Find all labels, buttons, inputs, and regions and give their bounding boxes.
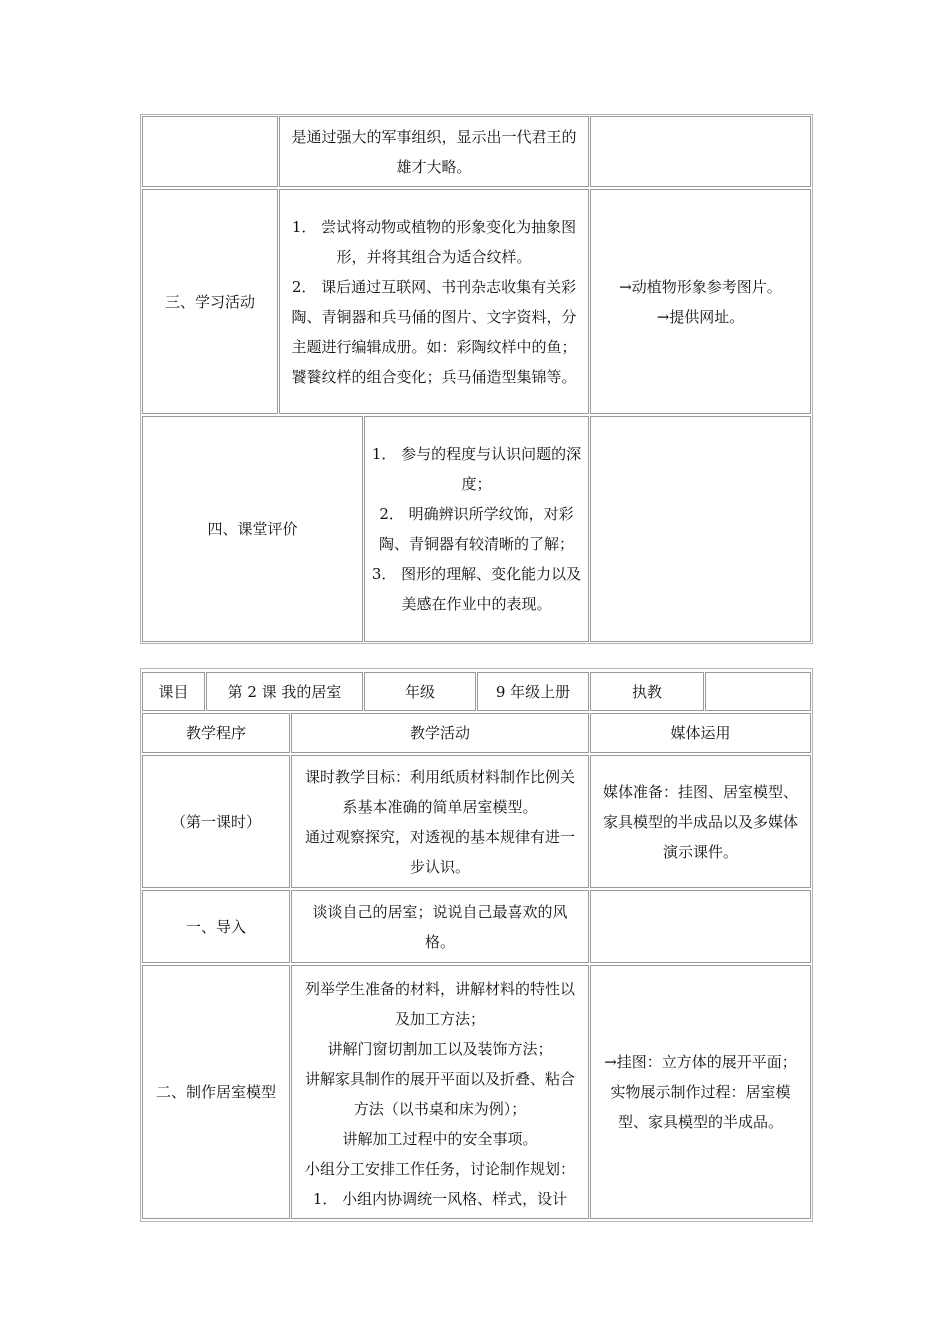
teacher-label: 执教 (590, 672, 704, 711)
column-header-procedure: 教学程序 (142, 713, 290, 753)
row-label: 一、导入 (185, 917, 246, 936)
content-line: 1． 小组内协调统一风格、样式，设计 (312, 1190, 568, 1208)
t2-row-intro-content (291, 890, 589, 963)
row-label: 四、课堂评价 (207, 520, 298, 538)
t1-row-eval-media (590, 416, 811, 642)
content-line: 3． 图形的理解、变化能力以及美感在作业中的表现。 (371, 565, 582, 613)
course-label: 课目 (142, 672, 205, 711)
content-line: 讲解加工过程中的安全事项。 (342, 1130, 538, 1148)
content-line: 讲解家具制作的展开平面以及折叠、粘合方法（以书桌和床为例）； (304, 1070, 575, 1118)
t2-row-first-media (590, 755, 811, 888)
media-line: 媒体准备：挂图、居室模型、家具模型的半成品以及多媒体演示课件。 (602, 782, 798, 861)
t2-row-make-content (291, 965, 589, 1219)
course-value: 第 2 课 我的居室 (206, 672, 363, 711)
column-header-media: 媒体运用 (590, 713, 811, 753)
row-label: 三、学习活动 (164, 292, 255, 311)
content-line: 1． 尝试将动物或植物的形象变化为抽象图形，并将其组合为适合纹样。 (291, 217, 577, 266)
row-label: 二、制作居室模型 (155, 1083, 276, 1101)
t1-row-top-label (142, 116, 278, 187)
t1-row-eval-content (364, 416, 589, 642)
teacher-value (705, 672, 811, 711)
content-line: 是通过强大的军事组织，显示出一代君王的雄才大略。 (291, 127, 577, 176)
content-line: 讲解门窗切割加工以及装饰方法； (327, 1040, 553, 1058)
content-line: 谈谈自己的居室；说说自己最喜欢的风格。 (312, 902, 568, 951)
content-line: 课时教学目标：利用纸质材料制作比例关系基本准确的简单居室模型。 (304, 767, 575, 816)
content-line: 2． 课后通过互联网、书刊杂志收集有关彩陶、青铜器和兵马俑的图片、文字资料，分主题进行编辑成册。如：彩陶纹样中的鱼；饕餮纹样的组合变化；兵马俑造型集锦等。 (291, 277, 577, 386)
t2-row-make-media (590, 965, 811, 1219)
row-label: （第一课时） (170, 812, 261, 831)
t1-row-eval-label (142, 416, 363, 642)
t1-row-top-media (590, 116, 811, 187)
content-line: 通过观察探究，对透视的基本规律有进一步认识。 (304, 827, 575, 876)
grade-value: 9 年级上册 (477, 672, 589, 711)
media-line: →挂图：立方体的展开平面；实物展示制作过程：居室模型、家具模型的半成品。 (604, 1053, 797, 1131)
media-line: →动植物形象参考图片。 (619, 277, 782, 296)
content-line: 小组分工安排工作任务，讨论制作规划： (304, 1160, 575, 1178)
column-header-activity: 教学活动 (291, 713, 589, 753)
t2-row-first-label (142, 755, 290, 888)
t2-row-intro-media (590, 890, 811, 963)
t2-row-make-label (142, 965, 290, 1219)
media-line: →提供网址。 (656, 307, 745, 326)
content-line: 1． 参与的程度与认识问题的深度； (371, 445, 582, 493)
grade-label: 年级 (364, 672, 476, 711)
t2-row-intro-label (142, 890, 290, 963)
t1-row-activity-content (279, 189, 589, 414)
t1-row-activity-media (590, 189, 811, 414)
content-line: 2． 明确辨识所学纹饰，对彩陶、青铜器有较清晰的了解； (378, 505, 574, 553)
t2-row-first-content (291, 755, 589, 888)
t1-row-activity-label (142, 189, 278, 414)
content-line: 列举学生准备的材料，讲解材料的特性以及加工方法； (304, 980, 575, 1028)
t1-row-top-content (279, 116, 589, 187)
